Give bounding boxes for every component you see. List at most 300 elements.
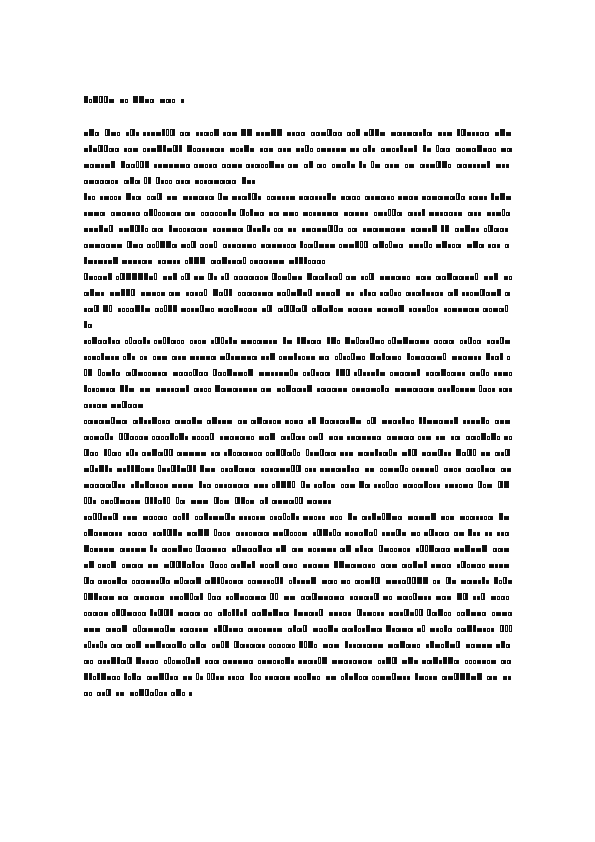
glyph-mark [313, 628, 318, 632]
glyph-mark [433, 484, 436, 488]
glyph-mark [498, 481, 503, 488]
glyph-mark [453, 276, 458, 280]
glyph-mark [474, 212, 477, 216]
glyph-mark [461, 129, 466, 136]
glyph-mark [269, 260, 272, 264]
text-line [84, 142, 512, 158]
glyph-mark [265, 372, 270, 376]
glyph-mark [136, 657, 141, 664]
glyph-mark [332, 148, 335, 152]
glyph-mark [458, 308, 462, 312]
glyph-mark [273, 340, 277, 344]
glyph-mark [416, 548, 419, 552]
glyph-mark [157, 145, 162, 152]
text-line [84, 606, 512, 622]
glyph-mark [250, 468, 255, 472]
glyph-mark [183, 484, 187, 488]
glyph-mark [347, 465, 350, 472]
glyph-mark [125, 385, 128, 392]
glyph-mark [240, 612, 243, 616]
glyph-mark [288, 228, 292, 232]
glyph-mark [417, 628, 421, 632]
glyph-mark [215, 148, 220, 152]
glyph-mark [367, 228, 372, 232]
glyph-mark [248, 369, 253, 376]
glyph-mark [302, 532, 307, 536]
glyph-mark [463, 593, 468, 600]
glyph-mark [384, 292, 389, 296]
glyph-mark [334, 596, 339, 600]
glyph-mark [454, 289, 458, 296]
text-line [84, 286, 512, 302]
glyph-mark [105, 129, 110, 136]
glyph-mark [345, 673, 348, 680]
glyph-mark [181, 420, 186, 424]
glyph-mark [84, 193, 87, 200]
text-line [84, 430, 512, 446]
glyph-mark [477, 612, 481, 616]
glyph-mark [241, 561, 246, 568]
glyph-mark [258, 545, 262, 552]
text-line [84, 622, 512, 638]
glyph-mark [432, 225, 437, 232]
glyph-mark [342, 468, 346, 472]
glyph-mark [120, 99, 124, 103]
glyph-mark [240, 644, 245, 648]
glyph-mark [287, 148, 291, 152]
glyph-mark [296, 308, 301, 312]
glyph-mark [127, 212, 131, 216]
glyph-mark [281, 449, 286, 456]
glyph-mark [332, 388, 337, 392]
glyph-mark [320, 417, 324, 424]
glyph-mark [219, 484, 223, 488]
glyph-mark [466, 292, 469, 296]
glyph-mark [471, 676, 476, 680]
glyph-mark [318, 516, 321, 520]
glyph-mark [448, 676, 453, 680]
glyph-mark [186, 385, 189, 392]
glyph-mark [440, 148, 445, 152]
glyph-mark [308, 564, 312, 568]
glyph-mark [201, 548, 206, 552]
glyph-mark [166, 241, 171, 248]
glyph-mark [162, 468, 166, 472]
glyph-mark [327, 212, 332, 216]
glyph-mark [132, 516, 137, 520]
glyph-mark [260, 564, 264, 568]
glyph-mark [261, 468, 264, 472]
glyph-mark [216, 676, 219, 680]
glyph-mark [170, 609, 173, 616]
glyph-mark [491, 596, 496, 600]
glyph-mark [317, 388, 320, 392]
glyph-mark [379, 452, 382, 456]
glyph-mark [334, 644, 339, 648]
glyph-mark [196, 657, 200, 664]
glyph-mark [236, 609, 239, 616]
glyph-mark [497, 532, 500, 536]
glyph-mark [185, 436, 188, 440]
glyph-mark [367, 436, 371, 440]
glyph-mark [429, 676, 432, 680]
glyph-mark [182, 513, 185, 520]
glyph-mark [269, 340, 272, 344]
glyph-mark [409, 164, 414, 168]
text-line-glyphs [84, 657, 512, 665]
glyph-mark [368, 145, 371, 152]
text-line [84, 174, 512, 190]
glyph-mark [359, 161, 362, 168]
glyph-mark [424, 561, 427, 568]
glyph-mark [471, 228, 475, 232]
glyph-mark [375, 577, 380, 584]
glyph-mark [238, 372, 243, 376]
glyph-mark [248, 516, 251, 520]
glyph-mark [122, 580, 127, 584]
glyph-mark [494, 372, 497, 376]
glyph-mark [303, 660, 307, 664]
glyph-mark [498, 548, 503, 552]
glyph-mark [296, 436, 301, 440]
glyph-mark [227, 420, 232, 424]
glyph-mark [314, 484, 317, 488]
glyph-mark [433, 420, 438, 424]
glyph-mark [470, 516, 475, 520]
glyph-mark [340, 452, 344, 456]
glyph-mark [423, 577, 428, 584]
glyph-mark [308, 244, 313, 248]
glyph-mark [386, 148, 391, 152]
text-line-glyphs [84, 625, 512, 633]
glyph-mark [278, 500, 282, 504]
glyph-mark [220, 180, 225, 184]
text-line [84, 158, 512, 174]
glyph-mark [473, 532, 476, 536]
glyph-mark [297, 337, 300, 344]
glyph-mark [475, 308, 479, 312]
glyph-mark [364, 596, 369, 600]
glyph-mark [436, 564, 441, 568]
glyph-mark [227, 369, 232, 376]
glyph-mark [313, 212, 316, 216]
glyph-mark [181, 180, 184, 184]
glyph-mark [444, 196, 449, 200]
glyph-mark [297, 388, 302, 392]
glyph-mark [351, 276, 356, 280]
glyph-mark [149, 209, 153, 216]
glyph-mark [467, 244, 472, 248]
glyph-mark [131, 465, 134, 472]
glyph-mark [419, 417, 422, 424]
glyph-mark [363, 676, 368, 680]
glyph-mark [394, 468, 399, 472]
glyph-mark [262, 292, 267, 296]
glyph-mark [391, 276, 395, 280]
glyph-mark [349, 244, 354, 248]
glyph-mark [193, 196, 198, 200]
glyph-mark [183, 676, 187, 680]
glyph-mark [389, 612, 393, 616]
glyph-mark [394, 612, 399, 616]
paragraph [84, 334, 512, 414]
glyph-mark [233, 580, 237, 584]
glyph-mark [430, 468, 434, 472]
glyph-mark [488, 516, 493, 520]
glyph-mark [93, 500, 96, 504]
text-line [84, 670, 512, 686]
glyph-mark [132, 196, 135, 200]
glyph-mark [201, 644, 206, 648]
glyph-mark [252, 356, 257, 360]
glyph-mark [93, 612, 98, 616]
glyph-mark [94, 228, 98, 232]
glyph-mark [115, 356, 119, 360]
glyph-mark [205, 196, 208, 200]
glyph-mark [307, 372, 310, 376]
glyph-mark [89, 145, 92, 152]
glyph-mark [276, 481, 280, 488]
text-line [84, 190, 512, 206]
glyph-mark [88, 420, 93, 424]
glyph-mark [250, 500, 254, 504]
glyph-mark [152, 417, 157, 424]
glyph-mark [238, 196, 241, 200]
glyph-mark [184, 612, 189, 616]
glyph-mark [241, 340, 246, 344]
text-line-glyphs [84, 337, 512, 345]
glyph-mark [90, 289, 94, 296]
glyph-mark [158, 452, 163, 456]
glyph-mark [430, 388, 434, 392]
glyph-mark [112, 481, 117, 488]
glyph-mark [234, 641, 239, 648]
glyph-mark [407, 388, 412, 392]
glyph-mark [187, 532, 191, 536]
glyph-mark [130, 129, 135, 136]
glyph-mark [449, 468, 453, 472]
glyph-mark [181, 244, 186, 248]
glyph-mark [331, 337, 336, 344]
glyph-mark [123, 468, 126, 472]
glyph-mark [487, 161, 490, 168]
glyph-mark [307, 673, 311, 680]
glyph-mark [220, 356, 225, 360]
glyph-mark [318, 564, 323, 568]
text-line [84, 334, 512, 350]
glyph-mark [89, 180, 94, 184]
glyph-mark [118, 196, 121, 200]
glyph-mark [280, 577, 283, 584]
glyph-mark [206, 148, 209, 152]
glyph-mark [358, 660, 362, 664]
glyph-mark [496, 612, 501, 616]
glyph-mark [356, 388, 360, 392]
glyph-mark [254, 260, 258, 264]
glyph-mark [340, 548, 345, 552]
glyph-mark [347, 161, 350, 168]
glyph-mark [222, 420, 226, 424]
glyph-mark [312, 593, 317, 600]
glyph-mark [483, 628, 486, 632]
glyph-mark [364, 132, 368, 136]
glyph-mark [234, 593, 239, 600]
glyph-mark [220, 436, 223, 440]
glyph-mark [477, 532, 480, 536]
glyph-mark [435, 308, 438, 312]
glyph-mark [471, 612, 476, 616]
glyph-mark [422, 660, 426, 664]
glyph-mark [142, 260, 147, 264]
text-line-glyphs [84, 481, 512, 489]
glyph-mark [465, 545, 470, 552]
glyph-mark [176, 660, 181, 664]
glyph-mark [204, 529, 209, 536]
glyph-mark [189, 257, 193, 264]
glyph-mark [172, 244, 177, 248]
glyph-mark [431, 564, 435, 568]
glyph-mark [179, 433, 184, 440]
glyph-mark [313, 468, 316, 472]
glyph-mark [350, 484, 355, 488]
glyph-mark [183, 548, 188, 552]
glyph-mark [171, 388, 174, 392]
glyph-mark [240, 148, 243, 152]
glyph-mark [483, 308, 488, 312]
glyph-mark [257, 340, 262, 344]
glyph-mark [153, 564, 158, 568]
glyph-mark [154, 548, 157, 552]
glyph-mark [388, 420, 392, 424]
glyph-mark [425, 468, 429, 472]
glyph-mark [281, 481, 286, 488]
glyph-mark [203, 228, 207, 232]
glyph-mark [471, 436, 476, 440]
glyph-mark [325, 244, 329, 248]
glyph-mark [463, 484, 468, 488]
glyph-mark [135, 452, 138, 456]
glyph-mark [281, 545, 286, 552]
glyph-mark [336, 148, 340, 152]
glyph-mark [331, 468, 335, 472]
glyph-mark [267, 580, 270, 584]
glyph-mark [127, 612, 132, 616]
glyph-mark [504, 436, 508, 440]
glyph-mark [356, 356, 361, 360]
glyph-mark [456, 148, 461, 152]
glyph-mark [292, 276, 297, 280]
glyph-mark [450, 516, 454, 520]
glyph-mark [489, 564, 494, 568]
glyph-mark [102, 692, 105, 696]
text-line [84, 302, 512, 318]
glyph-mark [98, 145, 103, 152]
glyph-mark [115, 292, 120, 296]
glyph-mark [420, 244, 423, 248]
glyph-mark [399, 305, 404, 312]
text-line [84, 654, 512, 670]
glyph-mark [194, 388, 199, 392]
glyph-mark [505, 292, 510, 296]
glyph-mark [109, 596, 114, 600]
glyph-mark [286, 468, 290, 472]
glyph-mark [101, 164, 104, 168]
glyph-mark [255, 164, 260, 168]
glyph-mark [232, 164, 237, 168]
glyph-mark [104, 196, 109, 200]
glyph-mark [306, 580, 310, 584]
glyph-mark [427, 148, 431, 152]
glyph-mark [401, 388, 406, 392]
glyph-mark [487, 212, 491, 216]
glyph-mark [401, 228, 405, 232]
glyph-mark [94, 436, 99, 440]
glyph-mark [202, 340, 206, 344]
glyph-mark [109, 148, 114, 152]
glyph-mark [111, 404, 116, 408]
glyph-mark [99, 596, 102, 600]
glyph-mark [407, 353, 410, 360]
glyph-mark [495, 452, 500, 456]
glyph-mark [261, 356, 265, 360]
glyph-mark [451, 372, 456, 376]
glyph-mark [251, 420, 256, 424]
glyph-mark [370, 468, 374, 472]
glyph-mark [103, 660, 106, 664]
glyph-mark [249, 276, 254, 280]
glyph-mark [253, 388, 257, 392]
glyph-mark [378, 212, 383, 216]
glyph-mark [220, 676, 224, 680]
glyph-mark [309, 516, 313, 520]
glyph-mark [189, 196, 192, 200]
glyph-mark [340, 369, 345, 376]
glyph-mark [400, 145, 403, 152]
glyph-mark [191, 228, 196, 232]
glyph-mark [195, 628, 198, 632]
glyph-mark [162, 372, 167, 376]
glyph-mark [140, 388, 144, 392]
glyph-mark [104, 548, 108, 552]
glyph-mark [277, 660, 280, 664]
glyph-mark [224, 308, 229, 312]
glyph-mark [99, 465, 104, 472]
glyph-mark [229, 628, 232, 632]
glyph-mark [266, 356, 269, 360]
glyph-mark [458, 212, 462, 216]
glyph-mark [241, 532, 244, 536]
glyph-mark [215, 452, 220, 456]
glyph-mark [316, 372, 319, 376]
glyph-mark [409, 244, 413, 248]
glyph-mark [468, 529, 472, 536]
glyph-mark [283, 337, 286, 344]
glyph-mark [263, 340, 268, 344]
glyph-mark [398, 436, 403, 440]
glyph-mark [144, 436, 148, 440]
glyph-mark [489, 532, 492, 536]
glyph-mark [317, 212, 321, 216]
glyph-mark [169, 164, 173, 168]
glyph-mark [112, 628, 116, 632]
glyph-mark [209, 164, 212, 168]
glyph-mark [116, 609, 120, 616]
glyph-mark [193, 369, 198, 376]
glyph-mark [408, 148, 413, 152]
glyph-mark [247, 356, 251, 360]
glyph-mark [158, 228, 163, 232]
glyph-mark [142, 628, 147, 632]
